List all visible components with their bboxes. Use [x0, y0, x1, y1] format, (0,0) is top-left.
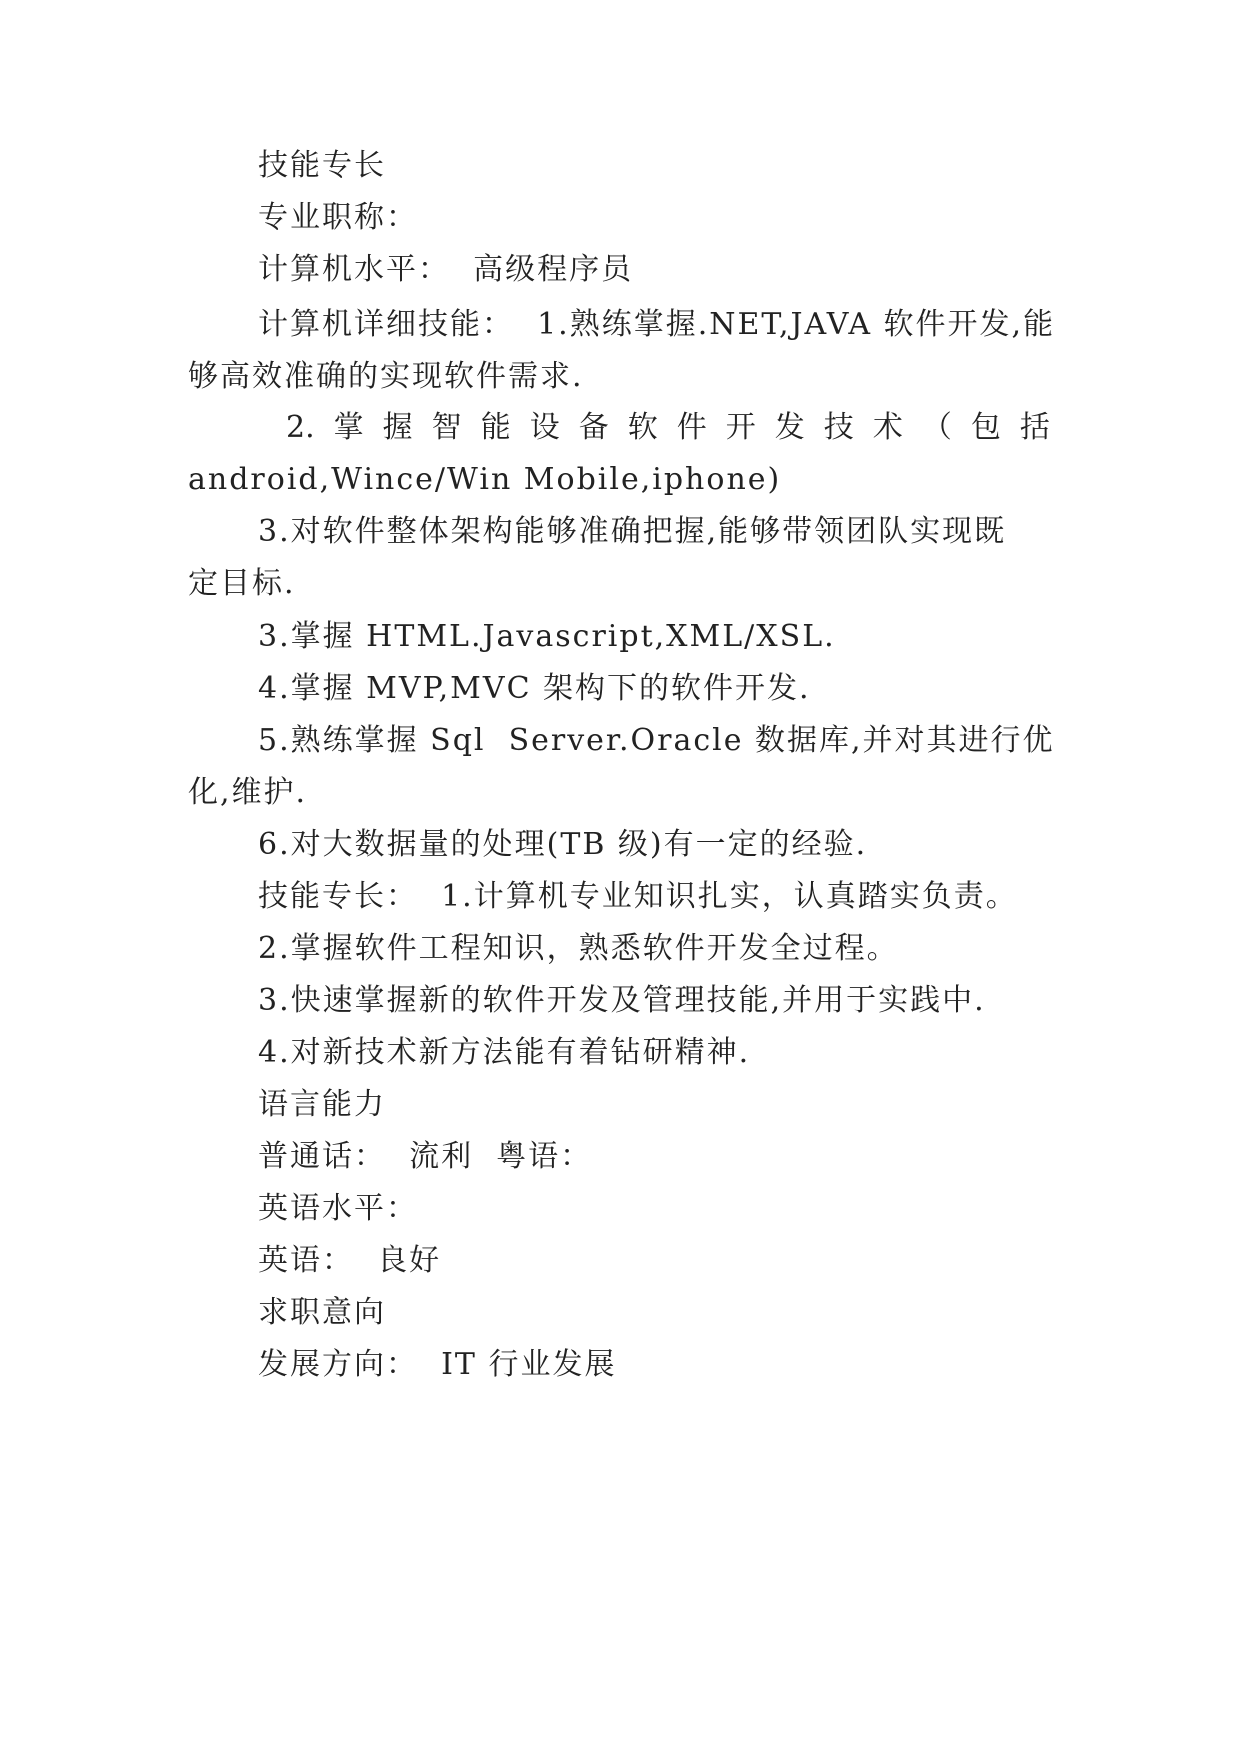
skill-item-2-char: 包	[970, 410, 1001, 445]
english-level-line: 英语水平：	[258, 1191, 418, 1226]
language-heading: 语言能力	[258, 1087, 386, 1122]
professional-title-line: 专业职称：	[258, 200, 418, 235]
specialty-line-4: 4.对新技术新方法能有着钻研精神.	[258, 1035, 751, 1070]
skill-item-2-char: 软	[627, 410, 658, 445]
skill-item-4: 4.掌握 MVP,MVC 架构下的软件开发.	[258, 671, 811, 706]
computer-skills-line-2: 够高效准确的实现软件需求.	[188, 359, 584, 394]
skill-item-2-char: 件	[676, 410, 707, 445]
skill-item-2-char: 技	[823, 410, 854, 445]
skill-item-3b: 3.掌握 HTML.Javascript,XML/XSL.	[258, 619, 836, 654]
skills-heading: 技能专长	[258, 148, 386, 183]
skill-item-2-line-1	[286, 408, 1050, 448]
skill-item-5-line-1: 5.熟练掌握 Sql Server.Oracle 数据库,并对其进行优	[258, 723, 1055, 758]
skill-item-2-line-2: android,Wince/Win Mobile,iphone)	[188, 462, 782, 497]
skill-item-2-char: 设	[529, 410, 560, 445]
specialty-line-1: 技能专长： 1.计算机专业知识扎实，认真踏实负责。	[258, 879, 1018, 914]
skill-item-2-char: 2.	[286, 410, 315, 445]
english-line: 英语： 良好	[258, 1243, 442, 1278]
skill-item-2-char: 括	[1019, 410, 1050, 445]
skill-item-5-line-2: 化,维护.	[188, 775, 308, 810]
skill-item-3a-line-1: 3.对软件整体架构能够准确把握,能够带领团队实现既	[258, 514, 1007, 549]
skill-item-2-char: 开	[725, 410, 756, 445]
skill-item-6: 6.对大数据量的处理(TB 级)有一定的经验.	[258, 827, 868, 862]
job-intent-heading: 求职意向	[258, 1295, 386, 1330]
development-direction-line: 发展方向： IT 行业发展	[258, 1347, 617, 1382]
skill-item-2-char: 发	[774, 410, 805, 445]
skill-item-2-char: 握	[382, 410, 413, 445]
computer-level-line: 计算机水平： 高级程序员	[258, 252, 634, 287]
mandarin-line: 普通话： 流利 粤语：	[258, 1139, 593, 1174]
skill-item-2-char: 术	[872, 410, 903, 445]
skill-item-2-char: 备	[578, 410, 609, 445]
skill-item-2-char: （	[921, 410, 952, 445]
skill-item-2-char: 掌	[333, 410, 364, 445]
specialty-line-3: 3.快速掌握新的软件开发及管理技能,并用于实践中.	[258, 983, 986, 1018]
computer-skills-line-1: 计算机详细技能： 1.熟练掌握.NET,JAVA 软件开发,能	[258, 307, 1056, 342]
skill-item-2-char: 智	[431, 410, 462, 445]
skill-item-3a-line-2: 定目标.	[188, 566, 296, 601]
skill-item-2-char: 能	[480, 410, 511, 445]
specialty-line-2: 2.掌握软件工程知识，熟悉软件开发全过程。	[258, 931, 899, 966]
